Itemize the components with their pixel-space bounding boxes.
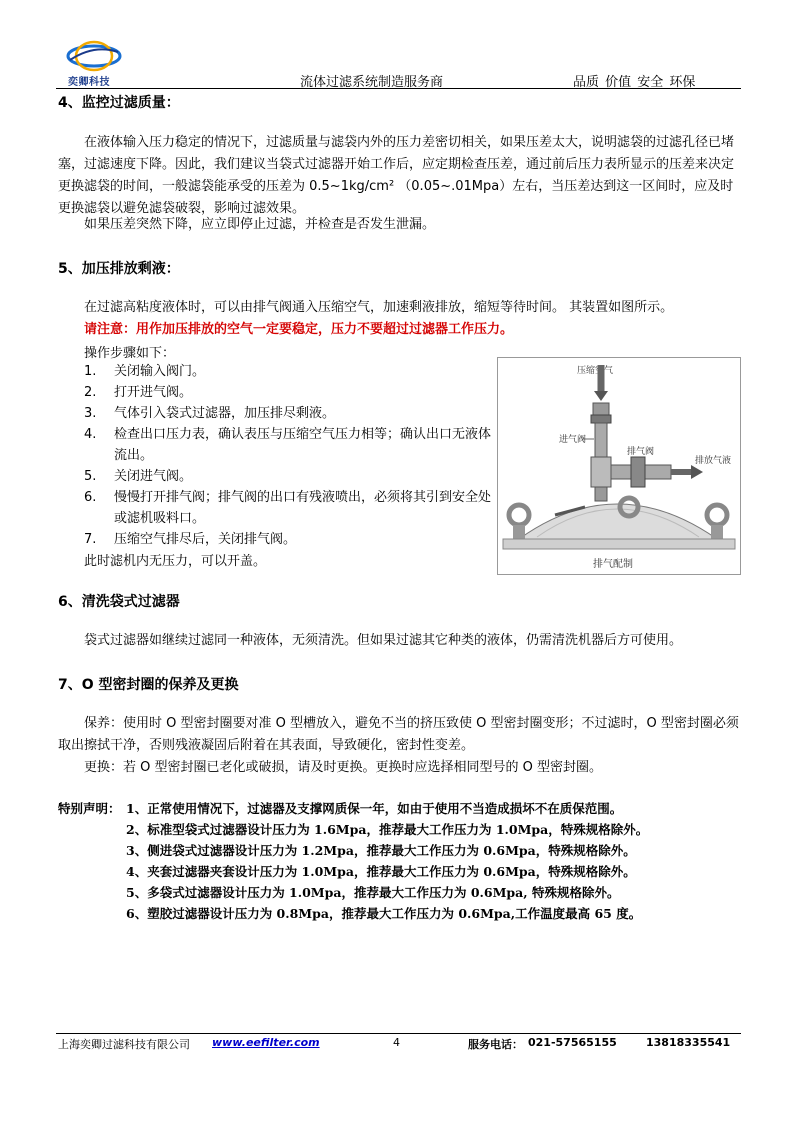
website-link[interactable]: www.eefilter.com — [212, 1036, 320, 1049]
section-6-title: 6、清洗袋式过滤器 — [58, 594, 180, 610]
section-5-paragraph-1: 在过滤高粘度液体时，可以由排气阀通入压缩空气，加速剩液排放，缩短等待时间。 其装置如图所示。 — [84, 300, 674, 315]
section-5-title: 5、加压排放剩液： — [58, 261, 180, 277]
declaration-item: 3、侧进袋式过滤器设计压力为 1.2Mpa，推荐最大工作压力为 0.6Mpa，特殊规格除外。 — [126, 843, 636, 858]
logo-text: 奕卿科技 — [68, 77, 110, 88]
declaration-item: 2、标准型袋式过滤器设计压力为 1.6Mpa，推荐最大工作压力为 1.0Mpa，特殊规格除外。 — [126, 822, 649, 837]
header-values: 品质 价值 安全 环保 — [573, 75, 696, 90]
phone-label: 服务电话： — [468, 1038, 523, 1051]
section-7-title: 7、O 型密封圈的保养及更换 — [58, 677, 239, 693]
header-divider — [56, 88, 741, 89]
vent-valve-label: 排气阀 — [627, 447, 655, 457]
phone-number: 021-57565155 — [528, 1036, 617, 1049]
declaration-item: 4、夹套过滤器夹套设计压力为 1.0Mpa，推荐最大工作压力为 0.6Mpa，特殊规格除外。 — [126, 864, 636, 879]
figure-caption: 排气配制 — [593, 559, 633, 570]
section-4-paragraph-1: 在液体输入压力稳定的情况下，过滤质量与滤袋内外的压力差密切相关，如果压差太大，说明滤袋的过滤孔径已堵塞，过滤速度下降。因此，我们建议当袋式过滤器开始工作后，应定期检查压差，通过前后压力表所显示的压差来决定更换滤袋的时间，一般滤袋能承受的压差为 0.5~1kg/cm² （0.05~.01Mpa）左右，当压差达到这一区间时，应及时更换滤袋以避免滤袋破裂，影响过滤效果。 — [58, 135, 735, 216]
declaration-item: 5、多袋式过滤器设计压力为 1.0Mpa，推荐最大工作压力为 0.6Mpa, 特殊规格除外。 — [126, 885, 620, 900]
section-5-warning: 请注意：用作加压排放的空气一定要稳定，压力不要超过过滤器工作压力。 — [84, 322, 514, 337]
footer-company: 上海奕卿过滤科技有限公司 — [58, 1038, 190, 1051]
section-5-closing: 此时滤机内无压力，可以开盖。 — [84, 554, 267, 569]
drain-label: 排放气液 — [695, 456, 732, 466]
header-slogan: 流体过滤系统制造服务商 — [300, 75, 444, 90]
section-4-title: 4、监控过滤质量： — [58, 95, 180, 111]
declaration-label: 特别声明： — [58, 801, 121, 816]
section-7-paragraph-2: 更换：若 O 型密封圈已老化或破损，请及时更换。更换时应选择相同型号的 O 型密封圈。 — [84, 760, 602, 775]
footer-website[interactable] — [212, 1036, 320, 1049]
section-7-paragraph-1: 保养：使用时 O 型密封圈要对准 O 型槽放入，避免不当的挤压致使 O 型密封圈变形；不过滤时，O 型密封圈必须取出擦拭干净，否则残液凝固后附着在其表面，导致硬化，密封性变差。 — [58, 716, 739, 753]
vent-configuration-diagram — [497, 357, 741, 575]
mobile-number: 13818335541 — [646, 1036, 731, 1049]
declaration-item: 1、正常使用情况下，过滤器及支撑网质保一年，如由于使用不当造成损坏不在质保范围。 — [126, 801, 623, 816]
page-number: 4 — [393, 1036, 400, 1049]
inlet-valve-label: 进气阀 — [559, 435, 587, 445]
section-4-paragraph-2: 如果压差突然下降，应立即停止过滤，并检查是否发生泄漏。 — [84, 217, 436, 232]
footer-divider — [56, 1033, 741, 1034]
steps-title: 操作步骤如下： — [84, 346, 176, 361]
page-header — [56, 28, 741, 90]
section-6-paragraph-1: 袋式过滤器如继续过滤同一种液体，无须清洗。但如果过滤其它种类的液体，仍需清洗机器后方可使用。 — [84, 633, 683, 648]
compressed-air-label — [577, 364, 613, 376]
declaration-item: 6、塑胶过滤器设计压力为 0.8Mpa，推荐最大工作压力为 0.6Mpa,工作温度最高 65 度。 — [126, 906, 642, 921]
svg-text:压缩空气: 压缩空气 — [577, 366, 614, 376]
